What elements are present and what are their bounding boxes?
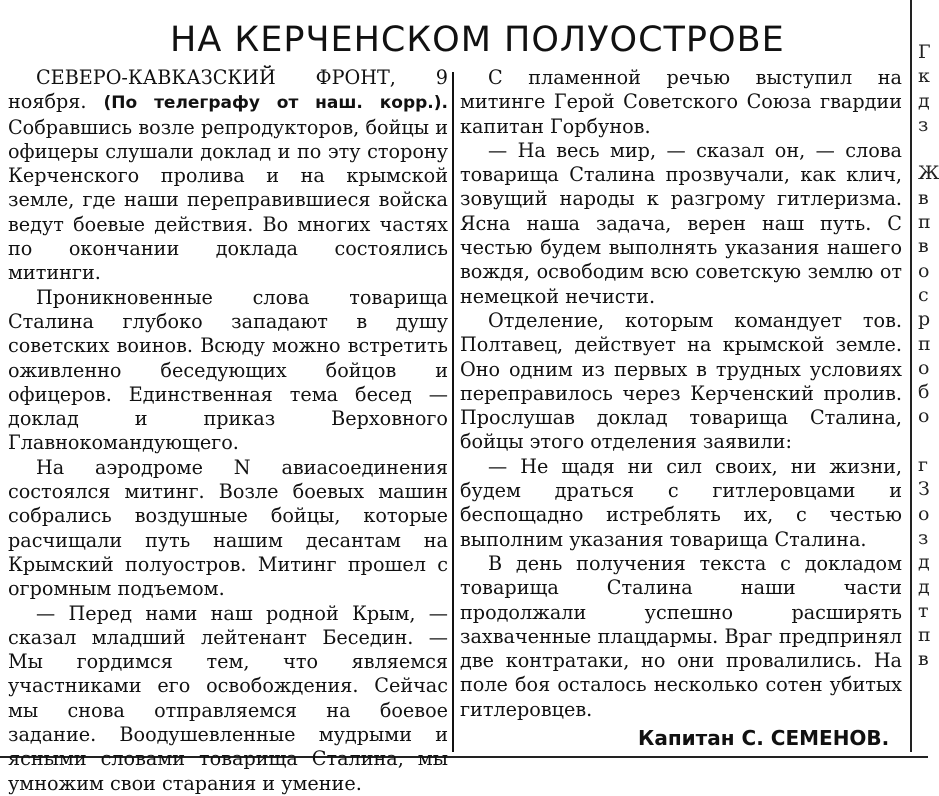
fragment-letter: о [918,259,930,282]
article-paragraph: В день получения текста с докладом товарища Сталина наши части продолжали успешно расширять захваченные плацдармы. Враг предпринял две контратаки, но они провалились. На поле боя осталось несколько сотен убитых гитлеровцев. [460,551,902,721]
article-paragraph: Отделение, которым командует тов. Полтавец, действует на крымской земле. Оно одним из первых в трудных условиях переправилось через Керченский пролив. Прослушав доклад товарища Сталина, бойцы этого отделения заявили: [460,308,902,454]
fragment-letter: в [918,648,929,671]
article-column-right [460,66,902,722]
column-divider [452,72,454,752]
paragraph-text: Собравшись возле репродукторов, бойцы и офицеры слушали доклад и по эту сторону Керченского пролива и на крымской земле, где наши переправившиеся войска ведут боевые действия. Во многих частях по окончании доклада состоялись митинги. [8,115,448,285]
article-paragraph: На аэродроме N авиасоединения состоялся митинг. Возле боевых машин собрались воздушные бойцы, которые расчищали путь нашим десантам на Крымский полуостров. Митинг прошел с огромным подъемом. [8,455,448,601]
headline: НА КЕРЧЕНСКОМ ПОЛУОСТРОВЕ [170,20,785,60]
article-paragraph: Проникновенные слова товарища Сталина глубоко западают в душу советских воинов. Всюду можно встретить оживленно беседующих бойцов и офицеров. Единственная тема бесед — доклад и приказ Верховного Главнокомандующего. [8,285,448,455]
source-line: (По телеграфу от наш. корр.). [103,93,448,114]
column-divider-right [910,0,912,752]
article-column-left [8,66,448,796]
fragment-letter [918,137,928,161]
fragment-letter: д [918,89,930,112]
fragment-letter: с [918,283,929,306]
fragment-letter: д [918,575,930,598]
article-paragraph: — На весь мир, — сказал он, — слова товарища Сталина прозвучали, как клич, зовущий народы к разгрому гитлеризма. Ясна наша задача, верен наш путь. С честью будем выполнять указания нашего вождя, освободим всю советскую землю от немецкой нечисти. [460,138,902,308]
fragment-letter: р [918,308,931,331]
fragment-letter: в [918,235,929,258]
fragment-letter: д [918,551,930,574]
fragment-letter: о [918,356,930,379]
fragment-letter: З [918,478,930,501]
fragment-letter: г [918,454,928,477]
article-paragraph: — Не щадя ни сил своих, ни жизни, будем драться с гитлеровцами и беспощадно истреблять их, с честью выполним указания товарища Сталина. [460,454,902,551]
fragment-letter: к [918,65,930,88]
fragment-letter: п [918,624,931,647]
fragment-letter: Ж [918,162,939,185]
adjacent-column-fragment [918,40,939,672]
article-paragraph [8,66,448,286]
fragment-letter: т [918,599,929,622]
fragment-letter: о [918,502,930,525]
fragment-letter: б [918,381,930,404]
fragment-letter: з [918,526,929,549]
fragment-letter: о [918,405,930,428]
dateline: СЕВЕРО-КАВКАЗСКИЙ ФРОНТ, 9 ноября. [8,66,448,114]
author-signature: Капитан С. СЕМЕНОВ. [638,726,890,750]
fragment-letter: з [918,113,929,136]
article-paragraph: С пламенной речью выступил на митинге Герой Советского Союза гвардии капитан Горбунов. [460,66,902,138]
article-paragraph: — Перед нами наш родной Крым, — сказал младший лейтенант Беседин. — Мы гордимся тем, что являемся участниками его освобождения. Сейчас мы снова отправляемся на боевое задание. Воодушевленные мудрыми и ясными словами товарища Сталина, мы умножим свои старания и умение. [8,601,448,795]
fragment-letter: п [918,332,931,355]
fragment-letter: в [918,186,929,209]
fragment-letter [918,429,928,453]
fragment-letter: п [918,211,931,234]
fragment-letter: Г [918,41,931,63]
